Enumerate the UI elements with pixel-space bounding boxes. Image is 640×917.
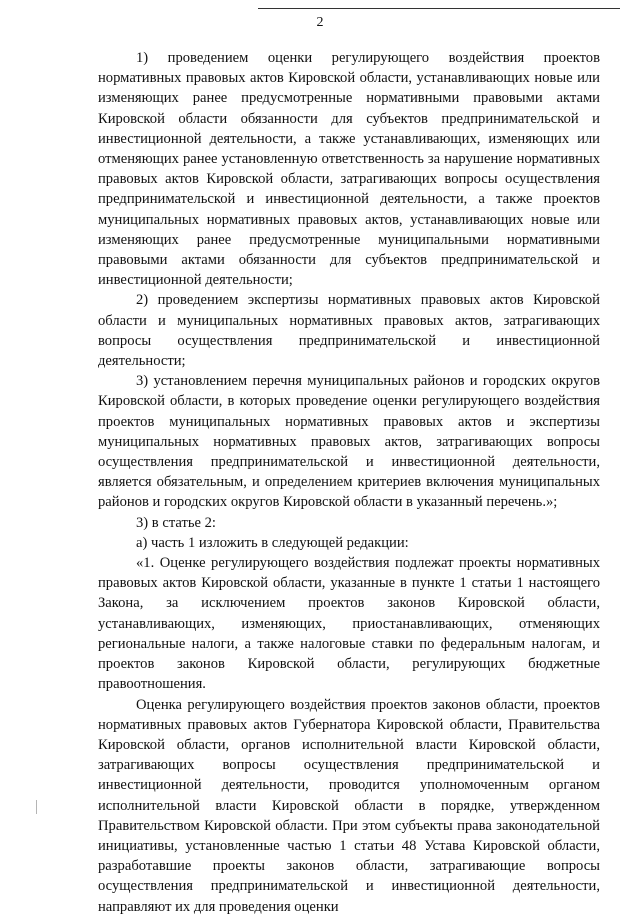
header-rule [258,8,620,9]
page-number: 2 [316,15,324,30]
paragraph-quoted-part-1: «1. Оценке регулирующего воздействия подлежат проекты нормативных правовых актов Кировской области, указанные в пункте 1 статьи 1 настоящего Закона, за исключением проектов законов Кировской области, устанавливающих, изменяющих, приостанавливающих, отменяющих региональные налоги, а также налоговые ставки по федеральным налогам, и проектов законов Кировской области, регулирующих бюджетные правоотношения. [98,555,600,693]
paragraph-item-2: 2) проведением экспертизы нормативных правовых актов Кировской области и муниципальных нормативных правовых актов, затрагивающих вопросы осуществления предпринимательской и инвестиционной деятельности; [98,292,600,370]
paragraph-article-2: 3) в статье 2: [136,514,216,531]
paragraph-part-1-amendment: а) часть 1 изложить в следующей редакции: [136,534,409,551]
paragraph-assessment-procedure: Оценка регулирующего воздействия проектов законов области, проектов нормативных правовых актов Губернатора Кировской области, Правительства Кировской области, органов исполнительной власти Кировской области, затрагивающих вопросы осуществления предпринимательской и инвестиционной деятельности, проводится уполномоченным органом исполнительной власти Кировской области в порядке, утвержденном Правительством Кировской области. При этом субъекты права законодательной инициативы, установленные частью 1 статьи 48 Устава Кировской области, разработавшие проекты законов области, затрагивающие вопросы осуществления предпринимательской и инвестиционной деятельности, направляют их для проведения оценки [98,696,600,915]
paragraph-item-3: 3) установлением перечня муниципальных районов и городских округов Кировской области, в которых проведение оценки регулирующего воздействия проектов муниципальных нормативных правовых актов и экспертизы муниципальных нормативных правовых актов, затрагивающих вопросы осуществления предпринимательской и инвестиционной деятельности, является обязательным, и определением критериев включения муниципальных районов и городских округов Кировской области в указанный перечень.»; [98,373,600,511]
paragraph-item-1: 1) проведением оценки регулирующего воздействия проектов нормативных правовых актов Кировской области, устанавливающих новые или изменяющих ранее предусмотренные нормативными правовыми актами Кировской области обязанности для субъектов предпринимательской и инвестиционной деятельности, а также устанавливающих, изменяющих или отменяющих ранее установленную ответственность за нарушение нормативных правовых актов Кировской области, затрагивающих вопросы осуществления предпринимательской и инвестиционной деятельности, а также проектов муниципальных нормативных правовых актов, устанавливающих новые или изменяющих ранее предусмотренные муниципальными нормативными правовыми актами обязанности для субъектов предпринимательской и инвестиционной деятельности; [98,50,600,289]
document-body [98,48,600,917]
scan-artifact [36,800,37,814]
